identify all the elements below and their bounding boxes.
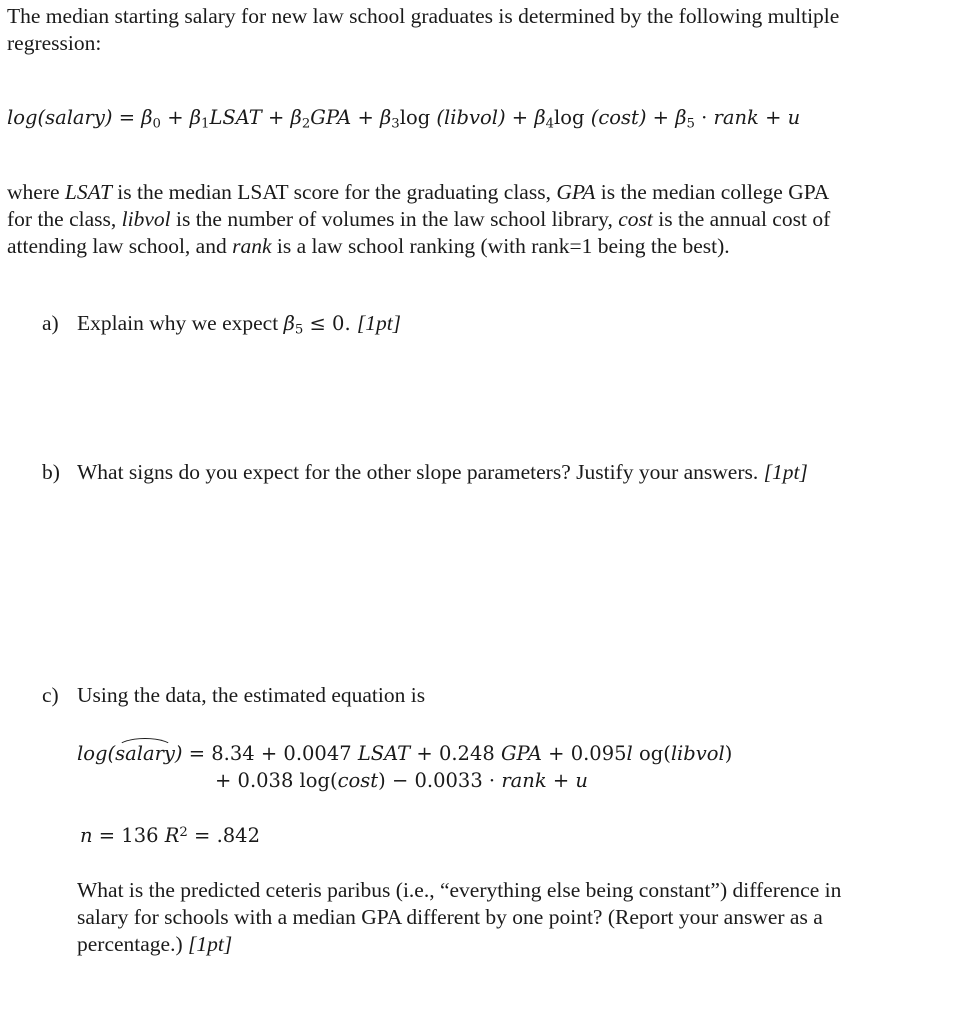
part-c-question-line-1: What is the predicted ceteris paribus (i.e., “everything else being constant”) difference in — [77, 878, 842, 902]
estimated-equation-line-2: + 0.038 log(cost) − 0.0033 · rank + u — [215, 769, 588, 792]
part-a-label: a) — [42, 311, 59, 335]
regression-stats: n = 136 $R^2 = .842$ — [80, 824, 260, 847]
intro-line-2: regression: — [7, 31, 102, 55]
model-equation: log(salary) = $\beta_0$ + $\beta_1LSAT + \beta_2GPA + \beta_3\log$ (libvol) + $\beta_4\log$ $(\cos t) + \beta_5$ · rank + u — [7, 106, 801, 132]
where-line-1: where LSAT is the median LSAT score for the graduating class, GPA is the median college GPA — [7, 180, 830, 204]
part-b-question: What signs do you expect for the other slope parameters? Justify your answers. [1pt] — [77, 460, 808, 484]
estimated-equation-line-1: log(salary) = 8.34 + 0.0047 LSAT + 0.248 GPA + 0.095l og(libvol) — [77, 740, 732, 768]
intro-line-1: The median starting salary for new law school graduates is determined by the following multiple — [7, 4, 840, 28]
part-c-intro: Using the data, the estimated equation is — [77, 683, 426, 707]
part-a-question: Explain why we expect $\beta_5 \le 0$. [1pt] — [77, 311, 402, 338]
part-c-points: [1pt] — [188, 932, 233, 956]
part-c-label: c) — [42, 683, 59, 707]
part-a-points: [1pt] — [356, 311, 402, 335]
part-c-question-line-3: percentage.) [1pt] — [77, 932, 233, 956]
part-c-question-line-2: salary for schools with a median GPA different by one point? (Report your answer as a — [77, 905, 823, 929]
part-b-points: [1pt] — [763, 460, 808, 484]
where-line-2: for the class, libvol is the number of volumes in the law school library, cost is the annual cost of — [7, 207, 831, 231]
part-b-label: b) — [42, 460, 60, 484]
salary-hat: salary — [115, 740, 175, 768]
where-line-3: attending law school, and rank is a law school ranking (with rank=1 being the best). — [7, 234, 730, 258]
model-lhs: log(salary) — [7, 106, 113, 129]
